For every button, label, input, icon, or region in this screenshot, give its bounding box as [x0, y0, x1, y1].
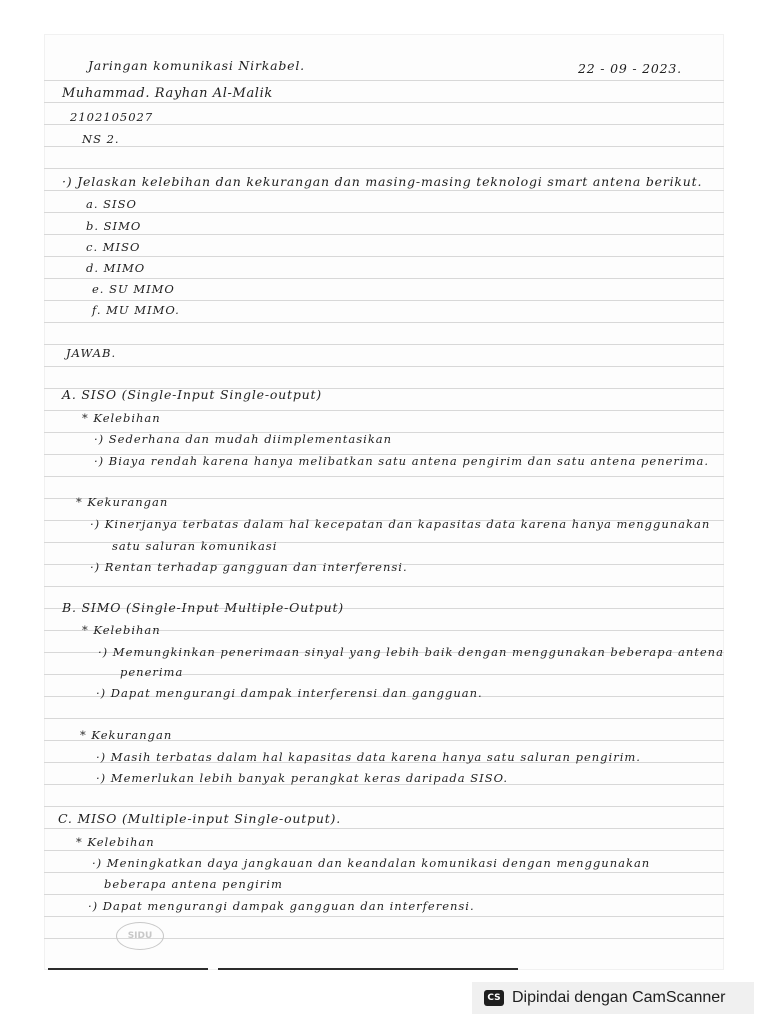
page-bottom-edge [48, 968, 208, 970]
ruled-line [44, 894, 724, 895]
disadvantage-item: ·) Kinerjanya terbatas dalam hal kecepatan dan kapasitas data karena hanya menggunakan [90, 517, 711, 531]
ruled-line [44, 366, 724, 367]
ruled-line [44, 344, 724, 345]
advantages-label: * Kelebihan [82, 623, 161, 637]
ruled-line [44, 278, 724, 279]
ruled-line [44, 234, 724, 235]
advantages-label: * Kelebihan [76, 835, 155, 849]
ruled-line [44, 190, 724, 191]
question-item: b. SIMO [86, 219, 142, 233]
ruled-line [44, 256, 724, 257]
disadvantages-label: * Kekurangan [76, 495, 169, 509]
student-id: 2102105027 [70, 110, 154, 124]
ruled-line [44, 850, 724, 851]
faint-stamp: SIDU [116, 922, 164, 950]
disadvantage-item: ·) Masih terbatas dalam hal kapasitas data karena hanya satu saluran pengirim. [96, 750, 641, 764]
ruled-line [44, 872, 724, 873]
ruled-line [44, 102, 724, 103]
disadvantage-item-continued: satu saluran komunikasi [112, 539, 278, 553]
section-title-siso: A. SISO (Single-Input Single-output) [62, 387, 322, 402]
ruled-line [44, 806, 724, 807]
ruled-line [44, 212, 724, 213]
student-class: NS 2. [82, 132, 120, 146]
ruled-line [44, 322, 724, 323]
disadvantages-label: * Kekurangan [80, 728, 173, 742]
ruled-line [44, 476, 724, 477]
section-title-simo: B. SIMO (Single-Input Multiple-Output) [62, 600, 344, 615]
camscanner-logo-icon: CS [484, 990, 504, 1006]
date: 22 - 09 - 2023. [578, 61, 682, 76]
ruled-line [44, 916, 724, 917]
ruled-line [44, 80, 724, 81]
question-item: d. MIMO [86, 261, 146, 275]
advantage-item: ·) Dapat mengurangi dampak interferensi dan gangguan. [96, 686, 483, 700]
section-title-miso: C. MISO (Multiple-input Single-output). [58, 811, 342, 826]
question-item: c. MISO [86, 240, 141, 254]
advantage-item: ·) Sederhana dan mudah diimplementasikan [94, 432, 393, 446]
student-name: Muhammad. Rayhan Al-Malik [62, 86, 273, 101]
disadvantage-item: ·) Rentan terhadap gangguan dan interferensi. [90, 560, 408, 574]
ruled-line [44, 586, 724, 587]
subject-title: Jaringan komunikasi Nirkabel. [88, 58, 305, 73]
disadvantage-item: ·) Memerlukan lebih banyak perangkat keras daripada SISO. [96, 771, 509, 785]
camscanner-watermark [472, 982, 754, 1014]
advantage-item-continued: penerima [120, 665, 184, 679]
question-item: e. SU MIMO [92, 282, 175, 296]
advantage-item: ·) Memungkinkan penerimaan sinyal yang lebih baik dengan menggunakan beberapa antena [98, 645, 724, 659]
advantage-item: ·) Meningkatkan daya jangkauan dan keandalan komunikasi dengan menggunakan [92, 856, 651, 870]
advantage-item-continued: beberapa antena pengirim [104, 877, 283, 891]
advantage-item: ·) Dapat mengurangi dampak gangguan dan interferensi. [88, 899, 475, 913]
ruled-line [44, 718, 724, 719]
ruled-line [44, 828, 724, 829]
camscanner-text: Dipindai dengan CamScanner [512, 989, 726, 1006]
advantage-item: ·) Biaya rendah karena hanya melibatkan satu antena pengirim dan satu antena penerima. [94, 454, 709, 468]
ruled-line [44, 168, 724, 169]
question-item: a. SISO [86, 197, 137, 211]
ruled-line [44, 300, 724, 301]
page-bottom-edge [218, 968, 518, 970]
question-text: ·) Jelaskan kelebihan dan kekurangan dan masing-masing teknologi smart antena berikut. [62, 174, 703, 189]
answer-label: JAWAB. [66, 346, 117, 360]
advantages-label: * Kelebihan [82, 411, 161, 425]
question-item: f. MU MIMO. [92, 303, 180, 317]
ruled-line [44, 146, 724, 147]
